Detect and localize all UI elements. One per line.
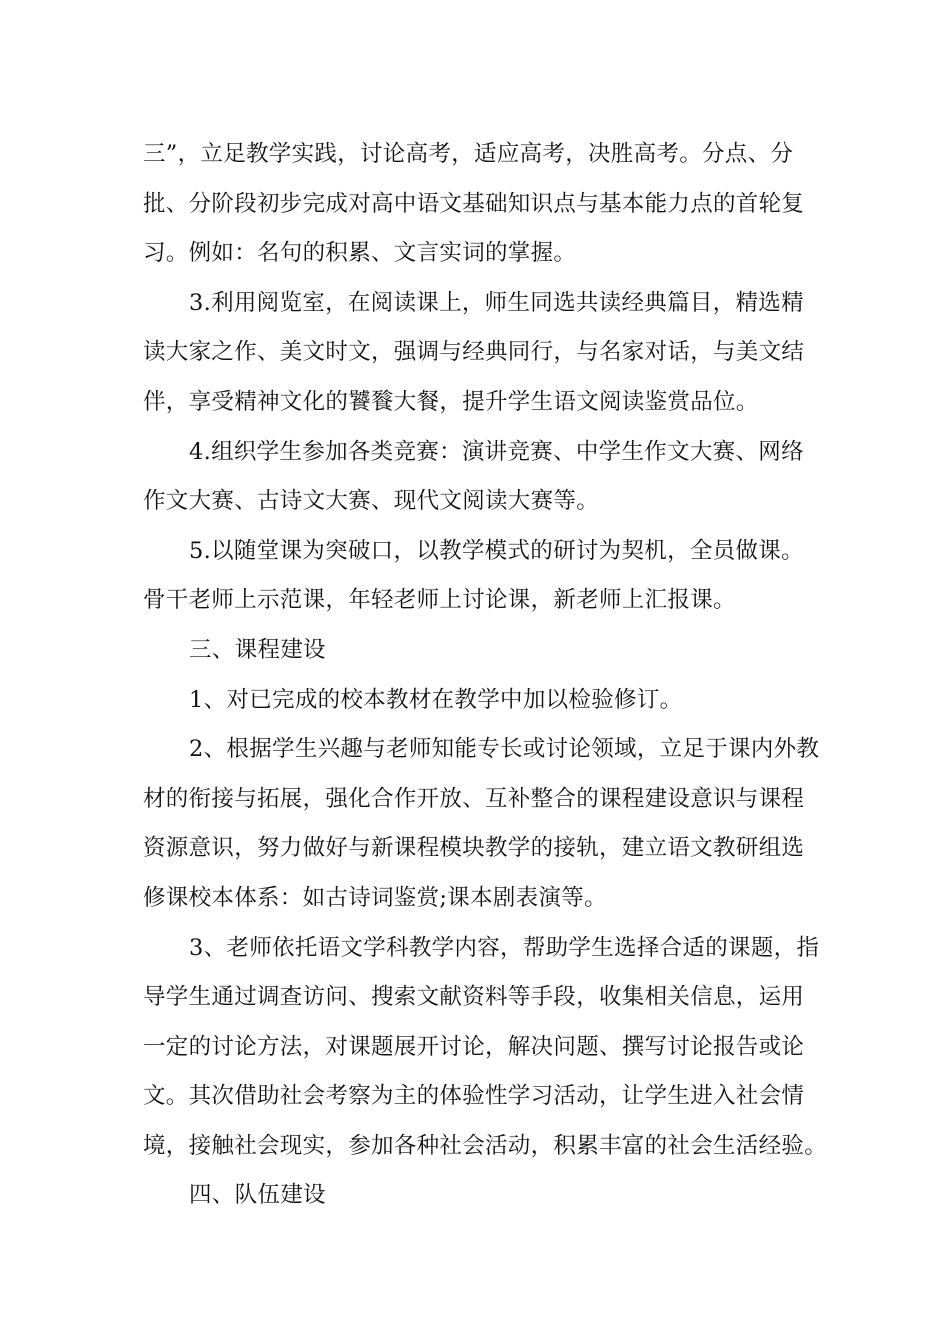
text-line: 伴，享受精神文化的饕餮大餐，提升学生语文阅读鉴赏品位。 [143,388,759,415]
text-line: 修课校本体系：如古诗词鉴赏;课本剧表演等。 [143,884,607,911]
text-line: 习。例如：名句的积累、文言实词的掌握。 [143,240,577,267]
paragraph [143,924,828,1172]
text-line: 3.利用阅览室，在阅读课上，师生同选共读经典篇目，精选精 [189,289,804,316]
text-line: 四、队伍建设 [189,1182,326,1209]
text-line: 5.以随堂课为突破口，以教学模式的研讨为契机，全员做课。 [189,537,804,564]
text-line: 3、老师依托语文学科教学内容，帮助学生选择合适的课题，指 [189,934,820,961]
text-line: 材的衔接与拓展，强化合作开放、互补整合的课程建设意识与课程 [143,785,805,812]
text-line: 作文大赛、古诗文大赛、现代文阅读大赛等。 [143,488,600,515]
text-line: 导学生通过调查访问、搜索文献资料等手段，收集相关信息，运用 [143,984,805,1011]
text-line: 1、对已完成的校本教材在教学中加以检验修订。 [189,686,683,713]
paragraph [143,626,813,676]
paragraph [143,279,813,428]
text-line: 批、分阶段初步完成对高中语文基础知识点与基本能力点的首轮复 [143,190,805,217]
paragraph [143,130,813,279]
paragraph [143,1171,813,1221]
text-line: 资源意识，努力做好与新课程模块教学的接轨，建立语文教研组选 [143,835,805,862]
document-body [143,130,828,1221]
paragraph [143,725,820,923]
text-line: 境，接触社会现实，参加各种社会活动，积累丰富的社会生活经验。 [143,1132,828,1159]
text-line: 读大家之作、美文时文，强调与经典同行，与名家对话，与美文结 [143,339,805,366]
text-line: 一定的讨论方法，对课题展开讨论，解决问题、撰写讨论报告或论 [143,1033,805,1060]
text-line: 文。其次借助社会考察为主的体验性学习活动，让学生进入社会情 [143,1083,805,1110]
text-line: 骨干老师上示范课，年轻老师上讨论课，新老师上汇报课。 [143,587,736,614]
paragraph [143,527,813,626]
text-line: 2、根据学生兴趣与老师知能专长或讨论领域，立足于课内外教 [189,736,820,763]
text-line: 三、课程建设 [189,636,326,663]
text-line: 三”，立足教学实践，讨论高考，适应高考，决胜高考。分点、分 [143,141,794,167]
paragraph [143,428,813,527]
text-line: 4.组织学生参加各类竞赛：演讲竞赛、中学生作文大赛、网络 [189,438,804,465]
paragraph [143,676,813,726]
